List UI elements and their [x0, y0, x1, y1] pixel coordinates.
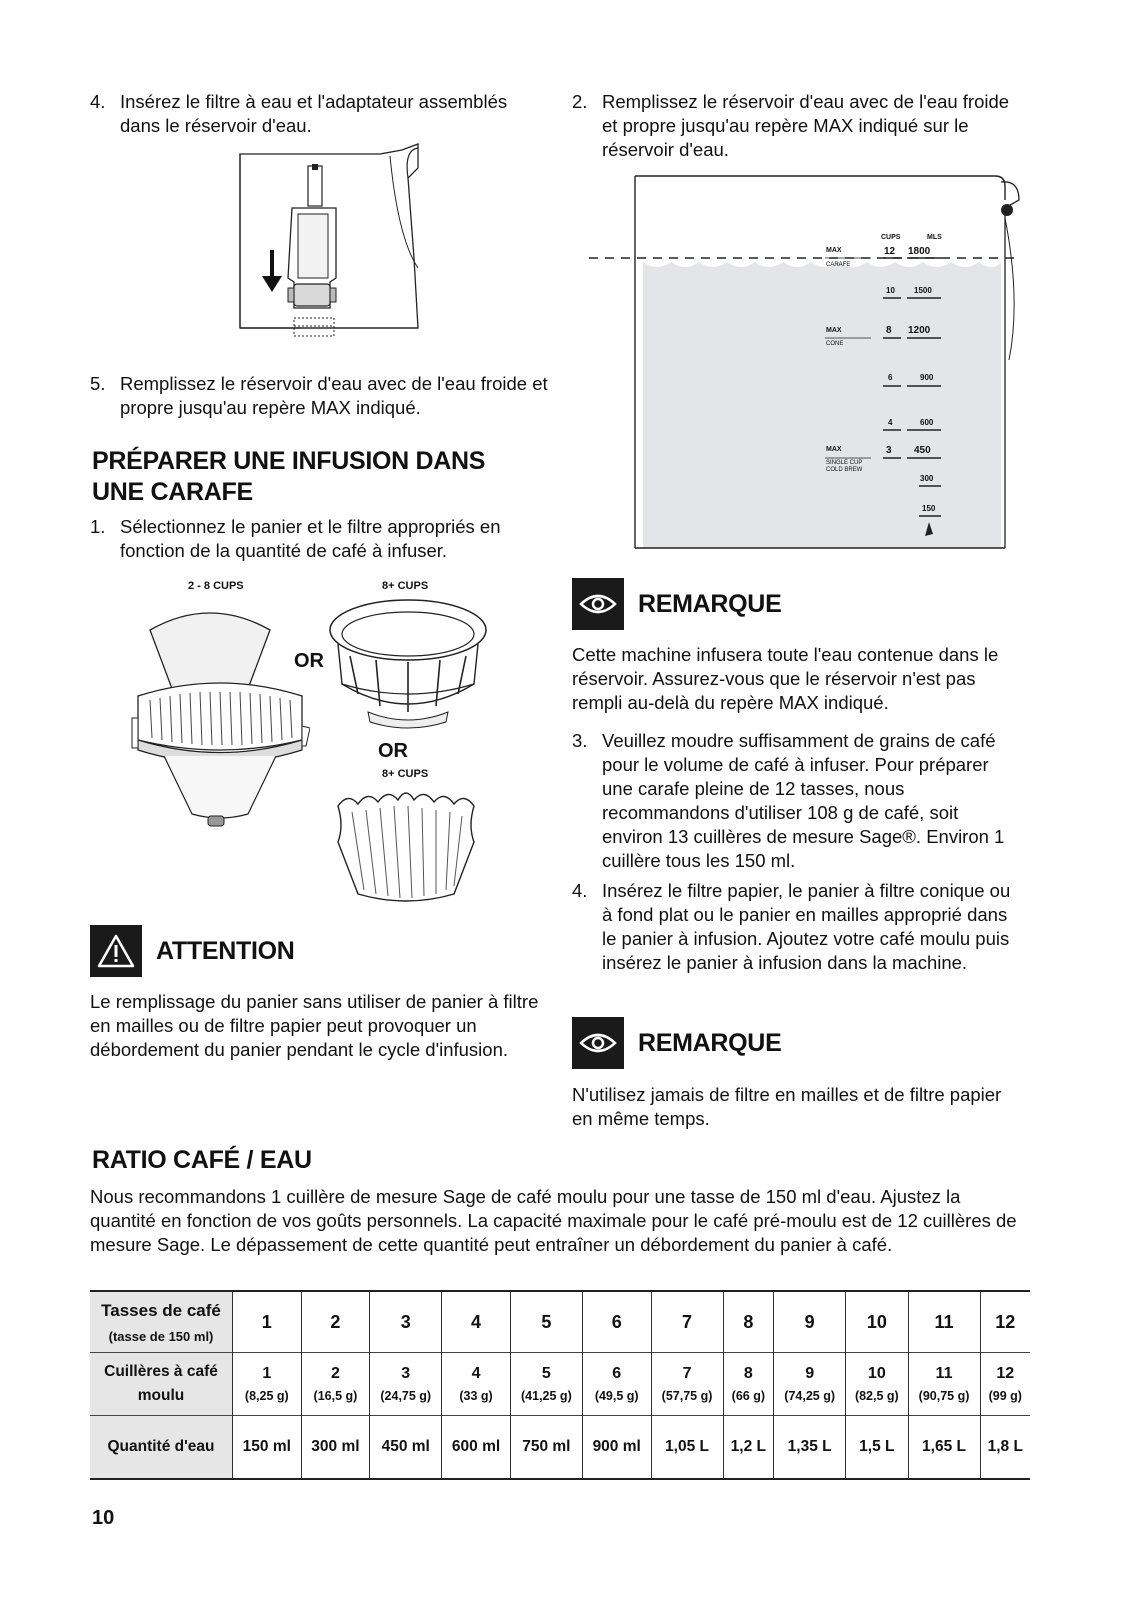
tank-max-cone: MAX: [826, 327, 842, 334]
tank-cups-mark: 10: [886, 286, 895, 295]
scoops-cell: [301, 1353, 370, 1416]
grams-value: (74,25 g): [784, 1389, 835, 1403]
tank-cups-mark: 6: [888, 373, 893, 382]
scoops-cell: [370, 1353, 442, 1416]
scoops-cell: [846, 1353, 908, 1416]
tank-mls-header: MLS: [927, 234, 942, 241]
cups-cell: 12: [980, 1291, 1030, 1353]
cups-cell: 1: [233, 1291, 302, 1353]
grams-value: (57,75 g): [661, 1389, 713, 1403]
tank-cone-label: CONE: [826, 341, 844, 347]
water-tank-illustration: [585, 160, 1020, 560]
scoops-cell: [442, 1353, 511, 1416]
scoops-value: 5: [541, 1365, 551, 1382]
attention-text: Le remplissage du panier sans utiliser de panier à filtre en mailles ou de filtre papier peut provoquer un débordement du panier pendant le cycle d'infusion.: [90, 991, 539, 1060]
cups-cell: 3: [370, 1291, 442, 1353]
tank-mls-mark: 600: [920, 418, 934, 427]
water-cell: 750 ml: [510, 1416, 582, 1480]
tank-cups-mark: 12: [884, 246, 896, 257]
note-text-2: N'utilisez jamais de filtre en mailles et de filtre papier en même temps.: [572, 1084, 1002, 1129]
note-notice-2: [572, 1017, 781, 1069]
cups-cell: 2: [301, 1291, 370, 1353]
step-5-left: [90, 372, 550, 420]
step-number: 5.: [90, 373, 106, 394]
label-cone-cups: 2 - 8 CUPS: [188, 580, 244, 592]
step-4-right: [572, 879, 1022, 975]
note-notice-1: [572, 578, 781, 630]
paper-filter-illustration: [334, 786, 478, 906]
grams-value: (41,25 g): [521, 1389, 572, 1403]
tank-mls-mark: 1200: [908, 325, 931, 336]
scoops-value: 3: [401, 1365, 411, 1382]
grams-value: (8,25 g): [244, 1389, 289, 1403]
cups-cell: 10: [846, 1291, 908, 1353]
cups-cell: 5: [510, 1291, 582, 1353]
row-header-scoops: [90, 1353, 233, 1416]
step-text: Insérez le filtre à eau et l'adaptateur assemblés dans le réservoir d'eau.: [120, 91, 508, 136]
water-cell: 1,8 L: [980, 1416, 1030, 1480]
ratio-heading: RATIO CAFÉ / EAU: [92, 1146, 312, 1174]
scoops-cell: [774, 1353, 846, 1416]
row-header-text: moulu: [137, 1387, 185, 1404]
grams-value: (24,75 g): [380, 1389, 432, 1403]
tank-cups-mark: 3: [886, 445, 892, 456]
table-row-water: [90, 1416, 1030, 1480]
grams-value: (99 g): [988, 1389, 1022, 1403]
water-cell: 450 ml: [370, 1416, 442, 1480]
water-cell: 1,35 L: [774, 1416, 846, 1480]
step-text: Insérez le filtre papier, le panier à filtre conique ou à fond plat ou le panier en mailles approprié dans le panier à infusion. Ajoutez votre café moulu puis insérez le panier à infusion dans la machine.: [602, 880, 1011, 973]
water-cell: 1,5 L: [846, 1416, 908, 1480]
water-cell: 900 ml: [582, 1416, 651, 1480]
tank-mls-mark: 1800: [908, 246, 931, 257]
water-cell: 1,2 L: [723, 1416, 774, 1480]
scoops-cell: [908, 1353, 980, 1416]
scoops-cell: [582, 1353, 651, 1416]
scoops-cell: [980, 1353, 1030, 1416]
scoops-value: 8: [743, 1365, 753, 1382]
note-label: REMARQUE: [638, 589, 782, 618]
note-text-1: Cette machine infusera toute l'eau contenue dans le réservoir. Assurez-vous que le réservoir n'est pas rempli au-delà du repère MAX indiqué.: [572, 644, 999, 713]
step-text: Veuillez moudre suffisamment de grains de café pour le volume de café à infuser. Pour préparer une carafe pleine de 12 tasses, nous recommandons d'utiliser 108 g de café, soit environ 13 cuillères de mesure Sage®. Environ 1 cuillère tous les 150 ml.: [602, 730, 1005, 871]
row-header-cups: [90, 1291, 233, 1353]
water-cell: 150 ml: [233, 1416, 302, 1480]
step-2-right: [572, 90, 1022, 162]
tank-mls-mark: 1500: [914, 286, 932, 295]
grams-value: (33 g): [459, 1389, 493, 1403]
water-filter-insert-illustration: [232, 138, 432, 350]
cups-cell: 9: [774, 1291, 846, 1353]
water-cell: 300 ml: [301, 1416, 370, 1480]
cone-basket-illustration: [130, 600, 310, 830]
water-cell: 600 ml: [442, 1416, 511, 1480]
attention-notice: [90, 925, 295, 977]
tank-cold-brew-label: COLD BREW: [826, 467, 863, 473]
scoops-value: 9: [805, 1365, 815, 1382]
water-cell: 1,05 L: [651, 1416, 723, 1480]
tank-mls-mark: 900: [920, 373, 934, 382]
grams-value: (16,5 g): [313, 1389, 358, 1403]
cups-cell: 7: [651, 1291, 723, 1353]
grams-value: (49,5 g): [594, 1389, 639, 1403]
warning-icon: [90, 925, 142, 977]
ratio-table: [90, 1290, 1030, 1480]
step-text: Sélectionnez le panier et le filtre appropriés en fonction de la quantité de café à infuser.: [120, 516, 501, 561]
grams-value: (82,5 g): [854, 1389, 899, 1403]
page-number: 10: [92, 1507, 115, 1529]
step-number: 4.: [90, 91, 106, 112]
tank-single-cup-label: SINGLE CUP: [826, 460, 863, 466]
tank-max-single: MAX: [826, 446, 842, 453]
eye-icon: [572, 578, 624, 630]
step-number: 2.: [572, 91, 588, 112]
table-row-cups: [90, 1291, 1030, 1353]
scoops-value: 4: [471, 1365, 481, 1382]
or-label: OR: [378, 740, 408, 762]
cups-cell: 6: [582, 1291, 651, 1353]
cups-cell: 11: [908, 1291, 980, 1353]
cups-cell: 4: [442, 1291, 511, 1353]
step-number: 3.: [572, 730, 588, 751]
scoops-value: 10: [867, 1365, 886, 1382]
row-header-text: Cuillères à café: [104, 1363, 218, 1380]
scoops-value: 7: [682, 1365, 692, 1382]
scoops-value: 1: [262, 1365, 272, 1382]
step-4-left: [90, 90, 550, 138]
step-number: 1.: [90, 516, 106, 537]
tank-carafe-label: CARAFE: [826, 262, 851, 268]
cups-cell: 8: [723, 1291, 774, 1353]
row-header-text: Tasses de café: [101, 1300, 221, 1320]
scoops-cell: [233, 1353, 302, 1416]
flat-mesh-basket-illustration: [328, 594, 488, 734]
grams-value: (66 g): [731, 1389, 765, 1403]
label-flat-cups: 8+ CUPS: [382, 580, 429, 592]
step-3-right: [572, 729, 1022, 873]
scoops-cell: [651, 1353, 723, 1416]
scoops-value: 12: [996, 1365, 1015, 1382]
row-header-water: Quantité d'eau: [90, 1416, 233, 1480]
section-heading-carafe: PRÉPARER UNE INFUSION DANS UNE CARAFE: [92, 447, 486, 506]
scoops-cell: [723, 1353, 774, 1416]
note-label: REMARQUE: [638, 1028, 782, 1057]
tank-mls-mark: 150: [922, 504, 936, 513]
step-text: Remplissez le réservoir d'eau avec de l'eau froide et propre jusqu'au repère MAX indiqué sur le réservoir d'eau.: [602, 91, 1010, 160]
scoops-value: 6: [612, 1365, 622, 1382]
or-label: OR: [294, 650, 324, 672]
tank-mls-mark: 300: [920, 474, 934, 483]
scoops-value: 2: [330, 1365, 340, 1382]
tank-mls-mark: 450: [914, 445, 931, 456]
row-header-sub: (tasse de 150 ml): [108, 1328, 214, 1344]
label-paper-cups: 8+ CUPS: [382, 768, 429, 780]
eye-icon: [572, 1017, 624, 1069]
step-text: Remplissez le réservoir d'eau avec de l'eau froide et propre jusqu'au repère MAX indiqué.: [120, 373, 548, 418]
tank-max-carafe: MAX: [826, 247, 842, 254]
step-number: 4.: [572, 880, 588, 901]
scoops-value: 11: [935, 1365, 953, 1382]
attention-label: ATTENTION: [156, 936, 295, 965]
ratio-intro: Nous recommandons 1 cuillère de mesure Sage de café moulu pour une tasse de 150 ml d'eau. Ajustez la quantité en fonction de vos goûts personnels. La capacité maximale pour le café pré-moulu est de 12 cuillères de mesure Sage. Le dépassement de cette quantité peut entraîner un débordement du panier à café.: [90, 1186, 1017, 1255]
grams-value: (90,75 g): [918, 1389, 970, 1403]
tank-cups-mark: 8: [886, 325, 892, 336]
step-1-left: [90, 515, 550, 563]
table-row-scoops: [90, 1353, 1030, 1416]
water-cell: 1,65 L: [908, 1416, 980, 1480]
tank-cups-mark: 4: [888, 418, 893, 427]
scoops-cell: [510, 1353, 582, 1416]
tank-cups-header: CUPS: [881, 234, 901, 241]
